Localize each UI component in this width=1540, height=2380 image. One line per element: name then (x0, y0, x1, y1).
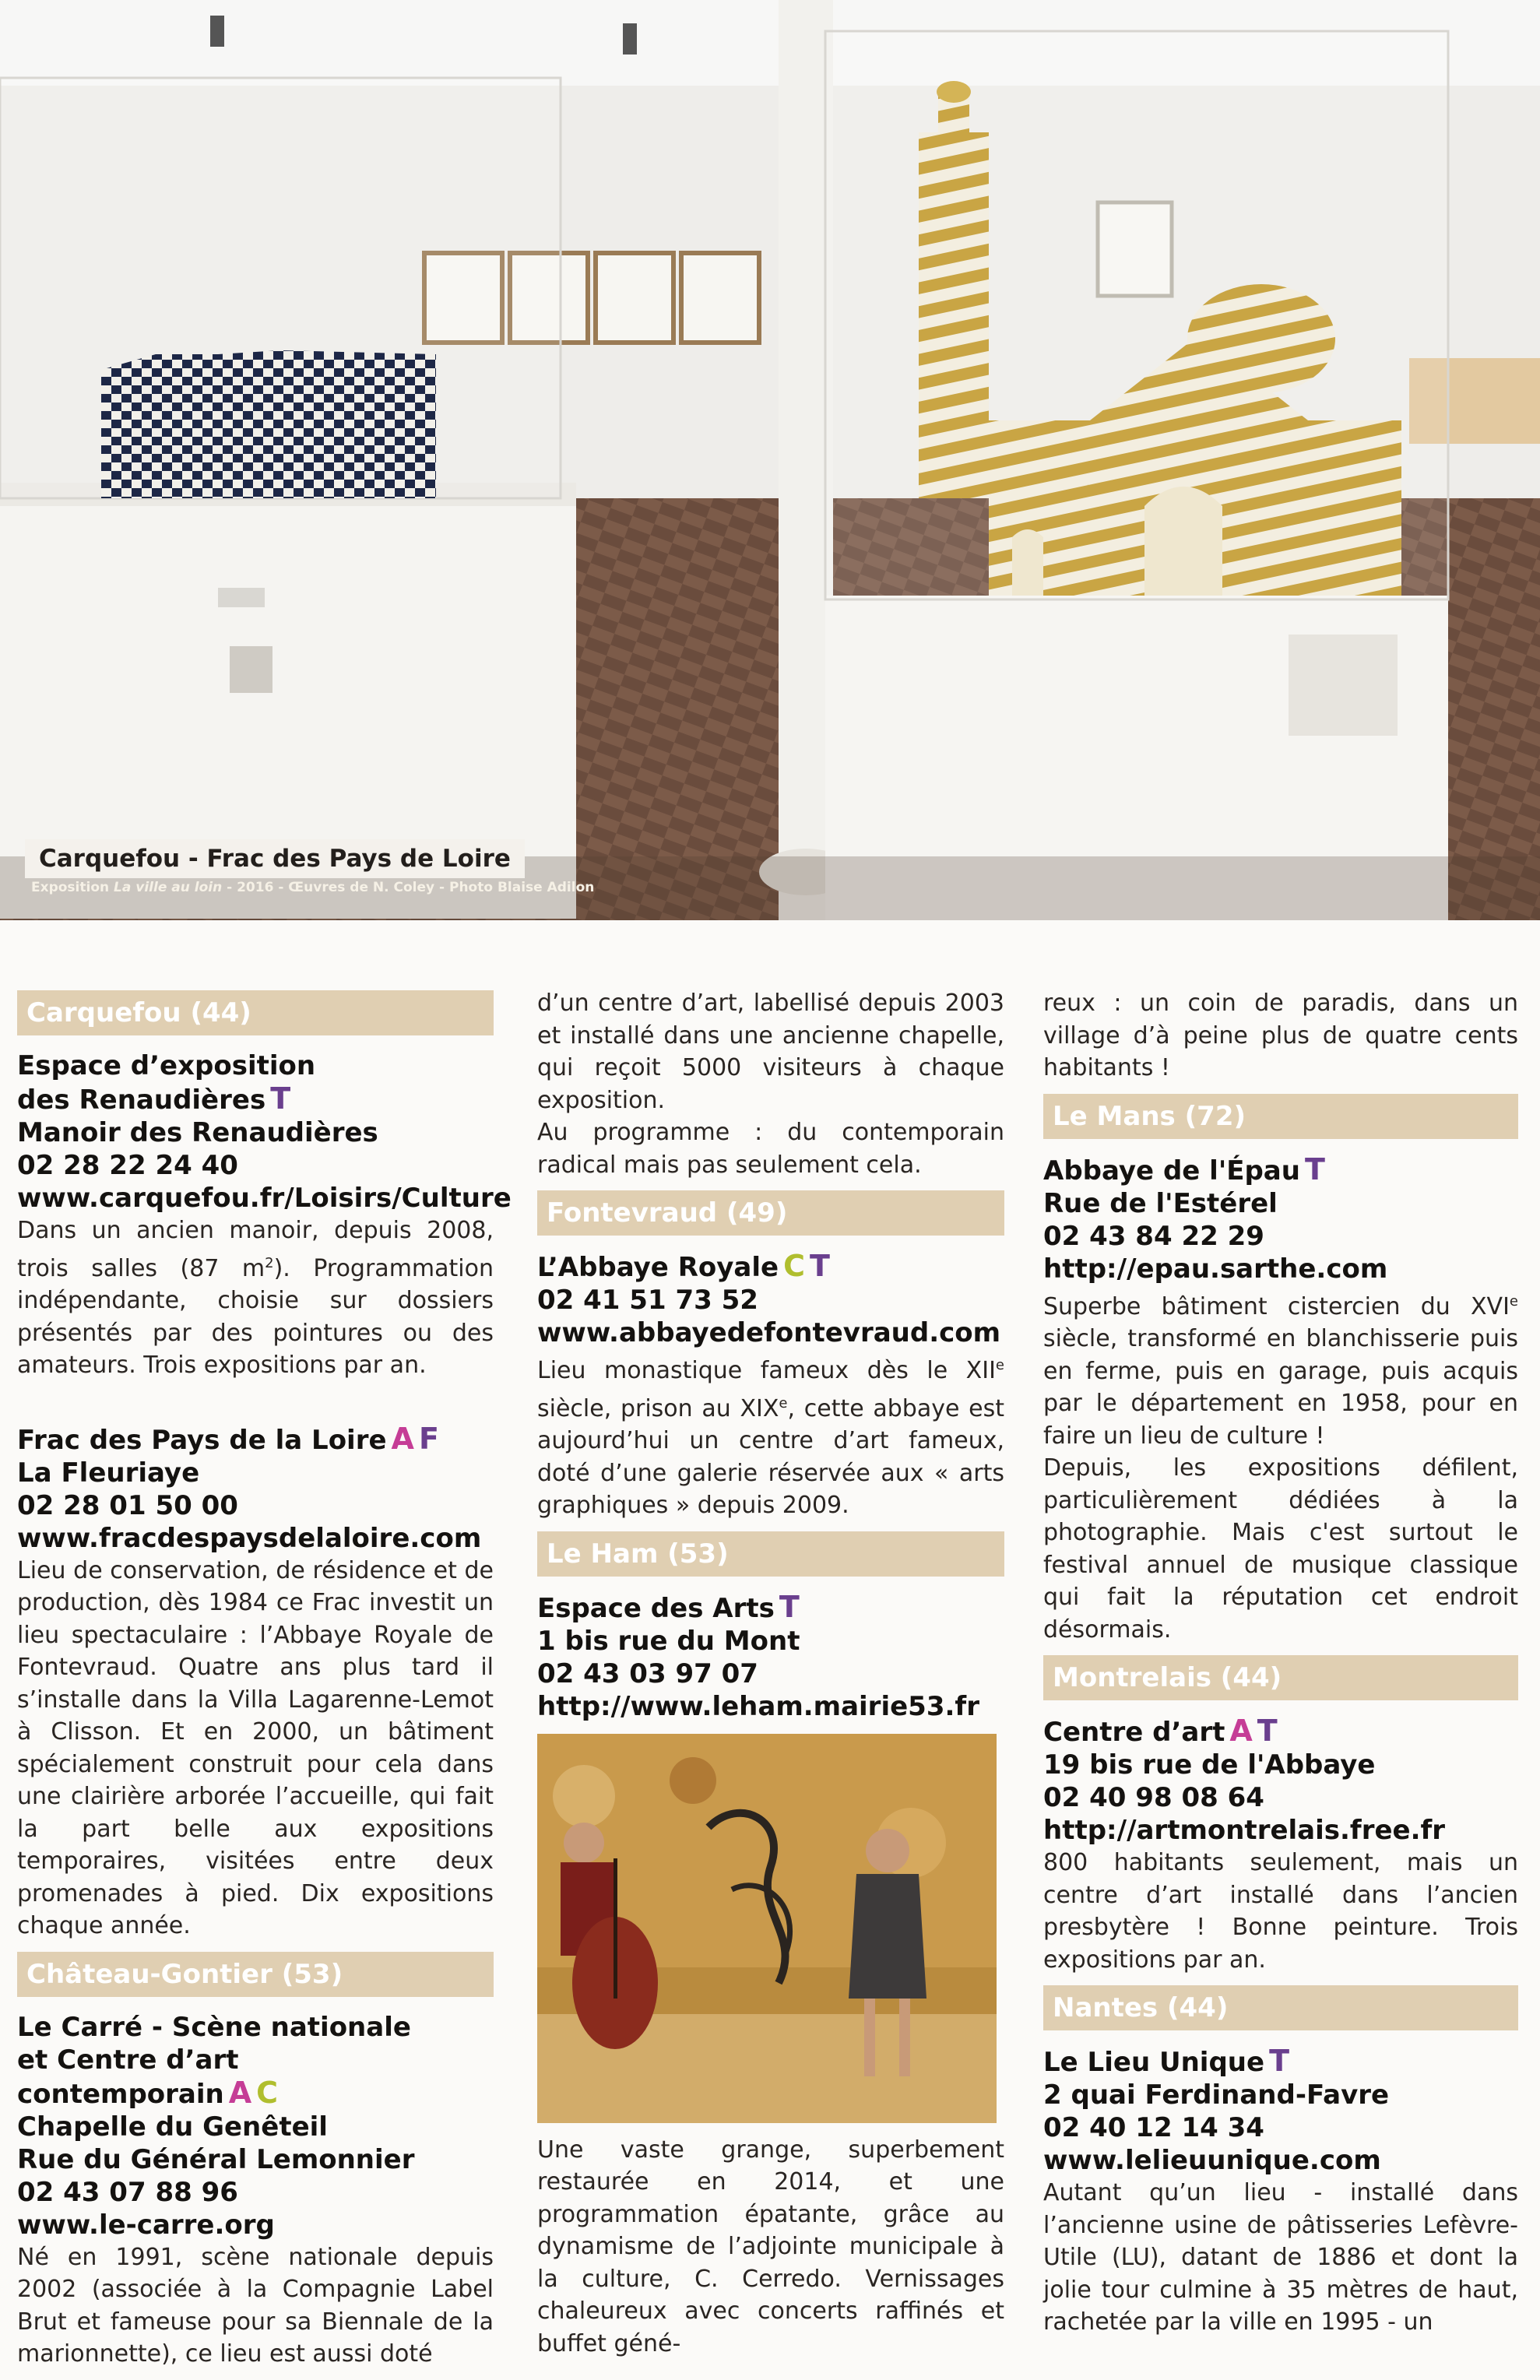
badge-t: T (1257, 1714, 1278, 1748)
venue-url[interactable]: www.le-carre.org (17, 2209, 275, 2241)
venue-name: Espace des Arts (537, 1592, 775, 1624)
venue-name: Abbaye de l'Épau (1043, 1155, 1300, 1186)
venue-phone: 02 28 22 24 40 (17, 1150, 238, 1181)
hero-caption-credit: Exposition La ville au loin - 2016 - Œuvres de N. Coley - Photo Blaise Adilon (31, 880, 595, 895)
city-header: Château-Gontier (53) (17, 1952, 494, 1997)
venue-name: des Renaudières (17, 1085, 266, 1116)
venue-phone: 02 40 98 08 64 (1043, 1782, 1264, 1813)
venue-description: Né en 1991, scène nationale depuis 2002 (associée à la Compagnie Label Brut et fameuse pour sa Biennale de la marionnette), ce lieu est aussi doté (17, 2243, 494, 2368)
city-header: Montrelais (44) (1043, 1655, 1518, 1700)
venue-block (1043, 1153, 1518, 1285)
venue-address: Chapelle du Genêteil (17, 2111, 328, 2143)
continued-text: d’un centre d’art, labellisé depuis 2003 et installé dans une ancienne chapelle, qui reçoit 5000 visiteurs à chaque exposition. (537, 990, 1004, 1114)
venue-phone: 02 41 51 73 52 (537, 1285, 758, 1316)
venue-url[interactable]: www.lelieuunique.com (1043, 2145, 1381, 2176)
venue-url[interactable]: www.carquefou.fr/Loisirs/Culture (17, 1183, 512, 1214)
venue-url[interactable]: http://epau.sarthe.com (1043, 1253, 1388, 1285)
concert-illustration (537, 1734, 997, 2123)
venue-address: Rue du Général Lemonnier (17, 2143, 415, 2175)
badge-c: C (783, 1249, 805, 1283)
venue-address: Rue de l'Estérel (1043, 1187, 1278, 1219)
venue-url[interactable]: www.abbayedefontevraud.com (537, 1317, 1001, 1348)
venue-description: Une vaste grange, superbement restaurée en 2014, et une programmation épatante, grâce au dynamisme de l’adjointe municipale à la culture, C. Cerredo. Vernissages chaleureux avec concerts raffinés et buffet géné- (537, 2136, 1004, 2357)
gallery-illustration (0, 0, 1540, 920)
venue-address: La Fleuriaye (17, 1457, 200, 1489)
venue-block (1043, 1714, 1518, 1847)
venue-address: Manoir des Renaudières (17, 1117, 378, 1148)
venue-name: Le Carré - Scène nationale (17, 2011, 411, 2043)
venue-description: Lieu monastique fameux dès le XIIe siècle, prison au XIXe, cette abbaye est aujourd’hui un centre d’art fameux, doté d’une galerie réservée aux « arts graphiques » depuis 2009. (537, 1357, 1004, 1519)
venue-name: L’Abbaye Royale (537, 1252, 779, 1283)
cellist-photo (537, 1734, 997, 2123)
venue-description: Autant qu’un lieu - installé dans l’ancienne usine de pâtisseries Lefèvre-Utile (LU), datant de 1886 et dont la jolie tour culmine à 35 mètres de haut, rachetée par la ville en 1995 - un (1043, 2179, 1518, 2336)
venue-description: 800 habitants seulement, mais un centre d’art installé dans l’ancien presbytère ! Bonne peinture. Trois expositions par an. (1043, 1849, 1518, 1974)
column-3 (1043, 983, 1518, 2348)
city-header: Le Ham (53) (537, 1531, 1004, 1577)
column-2 (537, 983, 1004, 2369)
venue-description: Superbe bâtiment cistercien du XVIe siècle, transformé en blanchisserie puis en ferme, puis en garage, puis acquis par le département en 1958, pour en faire un lieu de culture ! (1043, 1292, 1518, 1450)
venue-url[interactable]: http://www.leham.mairie53.fr (537, 1690, 979, 1722)
venue-phone: 02 43 03 97 07 (537, 1658, 758, 1689)
badge-t: T (270, 1081, 291, 1116)
venue-description: Dans un ancien manoir, depuis 2008, trois salles (87 $m^2$). Programmation indépendante, choisie sur dossiers présentés par des pointures ou des amateurs. Trois expositions par an. (17, 1217, 494, 1379)
venue-block (537, 1591, 1004, 1723)
badge-f: F (418, 1421, 439, 1456)
badge-t: T (1269, 2044, 1289, 2078)
badge-t: T (1304, 1151, 1325, 1186)
city-header: Carquefou (44) (17, 990, 494, 1035)
badge-t: T (809, 1249, 830, 1283)
venue-address: 2 quai Ferdinand-Favre (1043, 2079, 1390, 2111)
city-header: Le Mans (72) (1043, 1094, 1518, 1139)
venue-phone: 02 43 84 22 29 (1043, 1220, 1264, 1252)
badge-a: A (1229, 1714, 1253, 1748)
city-header: Fontevraud (49) (537, 1190, 1004, 1236)
venue-url[interactable]: http://artmontrelais.free.fr (1043, 1815, 1446, 1846)
badge-c: C (256, 2075, 279, 2110)
column-1 (17, 983, 512, 2380)
venue-name: et Centre d’art contemporain (17, 2044, 239, 2110)
venue-block (1043, 2044, 1518, 2177)
venue-description: Lieu de conservation, de résidence et de production, dès 1984 ce Frac investit un lieu spectaculaire : l’Abbaye Royale de Fontevraud. Quatre ans plus tard il s’installe dans la Villa Lagarenne-Lemot à Clisson. Et en 2000, un bâtiment spécialement construit pour cela dans une clairière arborée l’accueille, qui fait la part belle aux expositions temporaires, visitées entre deux promenades à pied. Dix expositions chaque année. (17, 1556, 494, 1939)
venue-name: Le Lieu Unique (1043, 2047, 1265, 2078)
venue-block (17, 2011, 494, 2241)
venue-phone: 02 43 07 88 96 (17, 2176, 238, 2208)
badge-a: A (391, 1421, 414, 1456)
badge-t: T (779, 1589, 800, 1624)
hero-caption-title: Carquefou - Frac des Pays de Loire (25, 839, 525, 878)
venue-name: Centre d’art (1043, 1717, 1225, 1748)
venue-name: Espace d’exposition (17, 1050, 316, 1081)
venue-address: 1 bis rue du Mont (537, 1625, 800, 1657)
continued-text: Au programme : du contemporain radical mais pas seulement cela. (537, 1119, 1004, 1179)
badge-a: A (228, 2075, 252, 2110)
city-header: Nantes (44) (1043, 1985, 1518, 2030)
venue-url[interactable]: www.fracdespaysdelaloire.com (17, 1522, 482, 1554)
continued-text: reux : un coin de paradis, dans un village d’à peine plus de quatre cents habitants ! (1043, 990, 1518, 1081)
hero-photo (0, 0, 1540, 920)
venue-name: Frac des Pays de la Loire (17, 1424, 387, 1456)
venue-block (537, 1250, 1004, 1349)
venue-block (17, 1422, 494, 1555)
venue-block (17, 1049, 512, 1215)
venue-phone: 02 40 12 14 34 (1043, 2112, 1264, 2143)
venue-address: 19 bis rue de l'Abbaye (1043, 1749, 1376, 1781)
venue-phone: 02 28 01 50 00 (17, 1489, 238, 1521)
venue-description: Depuis, les expositions défilent, particulièrement dédiées à la photographie. Mais c'est surtout le festival annuel de musique classique qui fait la réputation cet endroit désormais. (1043, 1454, 1518, 1644)
